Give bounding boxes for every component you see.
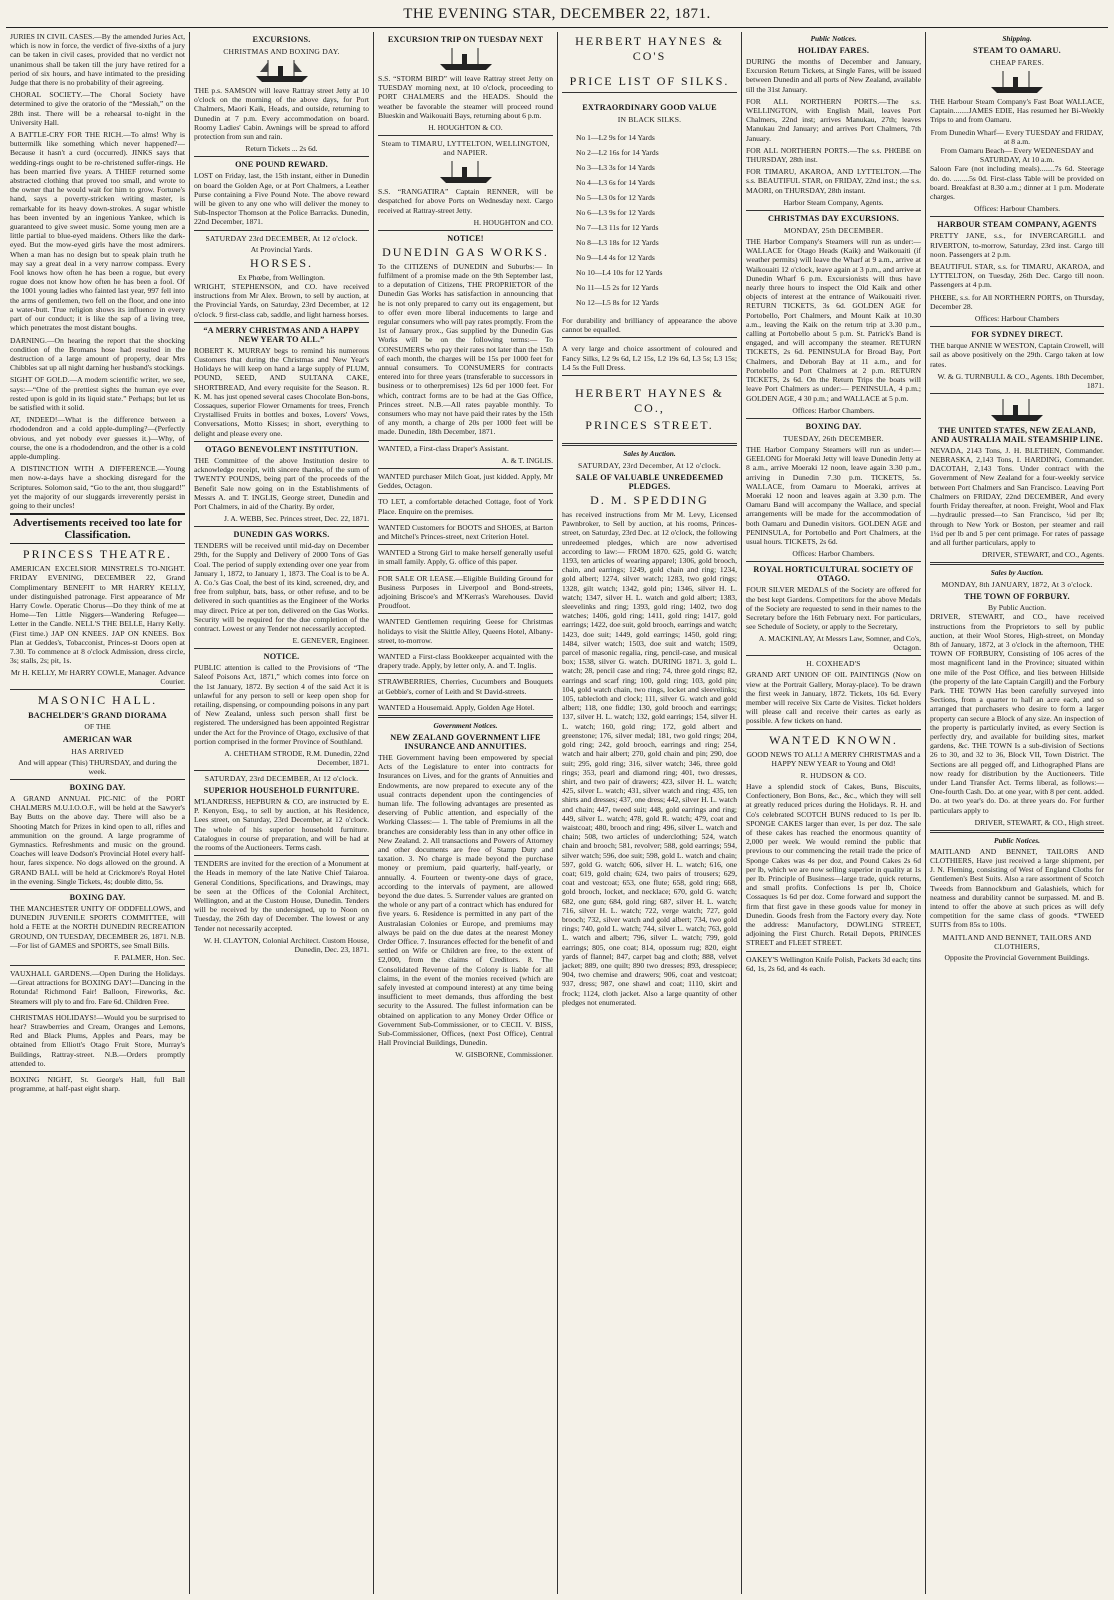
divider (10, 689, 185, 690)
column-2 (189, 32, 373, 1594)
storm-bird-notice: S.S. “STORM BIRD” will leave Rattray street Jetty on TUESDAY morning next, at 10 o'clock, proceeding to PORT CHALMERS and the HEADS. Should the weather be favorable the steamer will proceed round Blueskin and Waikouaiti Bays, returning about 6 p.m. (378, 74, 553, 120)
divider (194, 322, 369, 323)
divider (746, 561, 921, 562)
strawberries-notice: STRAWBERRIES, Cherries, Cucumbers and Bouquets at Gebbie's, corner of Leith and St David-streets. (378, 677, 553, 696)
sale-place: At Provincial Yards. (250, 244, 313, 254)
wanted-boots: WANTED Customers for BOOTS and SHOES, at Barton and Mitchel's Princes-street, next Criterion Hotel. (378, 522, 553, 541)
diorama-line-4: HAS ARRIVED (71, 746, 124, 756)
paragraph-gold: SIGHT OF GOLD.—A modern scientific writer, we see, says:—“One of the prettiest sights the human eye ever rested upon is gold in its liquid state.” Perhaps; but let us be satisfied with it solid. (10, 375, 185, 412)
divider (930, 326, 1104, 327)
page-columns (6, 32, 1108, 1594)
wanted-skittle: WANTED Gentlemen requiring Geese for Christmas holidays to visit the Skittle Alley, Queens Hotel, Albany-street, to-morrow. (378, 617, 553, 645)
divider (562, 375, 737, 376)
theatre-body: AMERICAN EXCELSIOR MINSTRELS TO-NIGHT. FRIDAY EVENING, DECEMBER 22, Grand Complimentary BENEFIT to MR HARRY KELLY, under distinguished patronage. First appearance of Mr Harry Cowle. Operatic Chorus—Do they think of me at Home—Ten Little Niggers—Wandering Refugee—Letter in the Candle. NELL'S THE BELLE, Harry Kelly. (First time.) JAP ON KNEES. JAP ON KNEES. Box Plan at Geddes's, Tobacconist, Princes-st Doors open at 7.30. To commence at 8 o'clock Admission, dress circle, 3s; stalls, 2s; pit, 1s. (10, 564, 185, 666)
diorama-line-1: BACHELDER'S GRAND DIORAMA (28, 711, 167, 721)
merry-christmas-title: “A MERRY CHRISTMAS AND A HAPPY NEW YEAR TO ALL.” (203, 325, 360, 344)
wanted-draper-signature: A. & T. INGLIS. (501, 455, 553, 465)
divider (194, 156, 369, 157)
double-divider (378, 715, 553, 718)
christmas-excursions-offices: Offices: Harbor Chambers. (792, 405, 875, 415)
column-3 (373, 32, 557, 1594)
boxing-night-ball: BOXING NIGHT, St. George's Hall, full Ball programme, at half-past eight sharp. (10, 1075, 185, 1094)
beautiful-star-notice: BEAUTIFUL STAR, s.s. for TIMARU, AKAROA, and LYTTELTON, on Tuesday, 26th Dec. Cargo till noon. Passengers at 4 p.m. (930, 262, 1104, 290)
annie-weston-signature: W. & G. TURNBULL & CO., Agents. 18th December, 1871. (937, 371, 1104, 390)
silk-price-row: No 8—L3 18s for 12 Yards (576, 238, 659, 247)
cheap-fares-title: CHEAP FARES. (990, 58, 1044, 67)
divider (746, 418, 921, 419)
divider (378, 468, 553, 469)
monument-tenders: TENDERS are invited for the erection of a Monument at the Heads in memory of the late Native Chief Taiaroa. General Conditions, Specifications, and Drawings, may be seen at the Offices of the Colonial Architect, Wellington, and at the Custom House, Dunedin. Tenders will be received by the undersigned, up to Noon on Tuesday, the 26th day of December. The lowest or any Tender not necessarily accepted. (194, 859, 369, 933)
boxing-day-date: TUESDAY, 26th DECEMBER. (783, 433, 884, 443)
samson-tickets: Return Tickets ... 2s 6d. (245, 144, 318, 154)
divider (10, 889, 185, 890)
boxing-day-title-1: BOXING DAY. (69, 783, 126, 792)
divider (378, 613, 553, 614)
forbury-sale-date: MONDAY, 8th JANUARY, 1872, At 3 o'clock. (941, 580, 1093, 590)
harbour-agents-title: HARBOUR STEAM COMPANY, AGENTS (937, 220, 1097, 230)
holiday-fares-title: HOLIDAY FARES. (797, 46, 870, 55)
northern-ports-2: FOR ALL NORTHERN PORTS.—The s.s. PHŒBE on THURSDAY, 28th inst. (746, 145, 921, 165)
excursions-title: EXCURSIONS. (252, 35, 311, 44)
horticultural-notice: FOUR SILVER MEDALS of the Society are offered for the best kept Gardens. Competitors for the above Medals of the Society are requested to send in their names to the Secretary before the 16th February next. For particulars, see Schedule of Society, or apply to the Secretary, (746, 585, 921, 632)
sale-date-2: SATURDAY, 23rd DECEMBER, At 12 o'clock. (204, 773, 359, 783)
divider (746, 655, 921, 656)
divider (378, 673, 553, 674)
diorama-line-2: OF THE (84, 722, 111, 732)
silk-price-row: No 3—L3 3s for 14 Yards (576, 163, 655, 172)
mail-line-signature: DRIVER, STEWART, and CO., Agents. (982, 550, 1104, 560)
forbury-subtitle: By Public Auction. (987, 603, 1046, 613)
divider (378, 135, 553, 136)
steamship-icon (987, 69, 1047, 95)
forbury-notice: DRIVER, STEWART, and CO., have received instructions from the Proprietors to sell by public auction, at their Wool Stores, High-street, on Monday 8th of January, 1872, at 3 o'clock in the afternoon, THE TOWN OF FORBURY, Consisting of 106 acres of the most magnificent land in the Province; situated within one mile of the Post Office, and lies between Hillside (the property of the late Captain Cargill) and the Forbury Park. THE TOWN Has been carefully surveyed into Sections, from a quarter to half an acre each, and so arranged that purchasers who desire to form a larger property can secure a Block of any size. An inspection of the property is particularly invited, as every Section is perfectly dry, and available for building sites, market gardens, &c. THE TOWN Is a sub-division of Sections 26 to 30, and 32 to 36, Block VII, Town District. The Sections are all pegged off, and Lithographed Plans are now ready for distribution by the Auctioneers. Title under Land Transfer Act. Terms liberal, as follows:— One-fourth Cash. Do. at one year, with 8 per cent. added. Do. at two year's do. Do. at three years do. For further particulars apply to (930, 612, 1104, 815)
excursions-subtitle: CHRISTMAS AND BOXING DAY. (223, 47, 340, 56)
divider (378, 440, 553, 441)
oakey-notice: OAKEY'S Wellington Knife Polish, Packets 3d each; tins 6d, 1s, 2s 6d, and 4s each. (746, 954, 921, 973)
silks-title: PRICE LIST OF SILKS. (569, 74, 730, 88)
timaru-akaroa-notice: FOR TIMARU, AKAROA, AND LYTTELTON.—The s.s. BEAUTIFUL STAR, on FRIDAY, 22nd inst.; the s.s. MAORI, on THURSDAY, 28th instant. (746, 167, 921, 195)
sales-by-auction-label: Sales by Auction. (990, 568, 1044, 578)
rangatira-notice: S.S. “RANGATIRA” Captain RENNER, will be despatched for above Ports on Wednesday next. Cargo received at Rattray-street Jetty. (378, 187, 553, 215)
silk-price-row: No 10—L4 10s for 12 Yards (576, 268, 663, 277)
benevolent-title: OTAGO BENEVOLENT INSTITUTION. (205, 444, 358, 454)
oamaru-title: STEAM TO OAMARU. (973, 46, 1061, 55)
northern-ports-1: FOR ALL NORTHERN PORTS.—The s.s. WELLINGTON, with English Mail, leaves Port Chalmers, 22nd inst; arrives Manukau, 27th; leaves Manukau 2nd January; and arrives Port Chalmers, 7th January. (746, 96, 921, 143)
christmas-excursions-date: MONDAY, 25th DECEMBER. (783, 226, 884, 236)
boxing-day-offices: Offices: Harbor Chambers. (792, 549, 875, 559)
christmas-excursions-notice: THE Harbor Company's Steamers will run as under:— WALLACE for Otago Heads (Kaik) and Waikouaiti (if weather permits) will leave the Wharf at 9 a.m., arrive at Waikouaiti 12 o'clock, leave again at 3 p.m., and arrive at Dunedin Wharf 6 p.m. Excursionists will thus have nearly three hours to inspect the Old Kaik and other objects of interest at the entrance of Waikouaiti river. RETURN TICKETS, 3s 6d. GOLDEN AGE for Portobello, Port Chalmers, and Mount Kaik at 10.30 a.m., leaving the Kaik on the return trip at 3.30 p.m., calling at Portobello about 5 p.m. St. Patrick's Band is engaged, and will accompany the steamer. RETURN TICKETS, 2s 6d. PENINSULA for Broad Bay, Port Chalmers, and Deborah Bay at 11 a.m., and for Portobello and Port Chalmers at 2 p.m. RETURN TICKETS, 2s 6d. On the Return Trips the boats will leave Port Chalmers as under:— PENINSULA, 4 p.m.; GOLDEN AGE, 4 30 p.m.; and WALLACE at 5 p.m. (746, 237, 921, 403)
christmas-excursions-title: CHRISTMAS DAY EXCURSIONS. (767, 214, 900, 224)
maitland-title: MAITLAND AND BENNET, TAILORS AND CLOTHIERS, (942, 932, 1092, 951)
wanted-draper: WANTED, a First-class Draper's Assistant. (378, 443, 509, 453)
samson-notice: THE p.s. SAMSON will leave Rattray street Jetty at 10 o'clock on the morning of the above days, for Port Chalmers, Maori Kaik, Heads, and outside, returning to Dunedin at 7 p.m. Every accommodation on board. Roomy Ladies' Cabin. Awnings will be spread to afford protection from sun and rain. (194, 86, 369, 142)
masthead-title: THE EVENING STAR, DECEMBER 22, 1871. (403, 6, 711, 22)
steamship-icon (252, 58, 312, 84)
forbury-signature: DRIVER, STEWART, & CO., High street. (974, 817, 1104, 827)
hudson-notice: Have a splendid stock of Cakes, Buns, Biscuits, Confectionery, Bon Bons, &c., &c., which they will sell at greatly reduced prices during the Holidays. R. H. and Co's celebrated SCOTCH BUNS reduced to 1s per lb. SPONGE CAKES larger than ever, 1s per doz. The sale of these cakes has reached the enormous quantity of 2,000 per week. We would remind the public that previous to our commencing the retail trade the price of Sponge Cakes was 4s per doz, and Pound Cakes 2s 6d per lb, which we are now selling superior in quality at 1s per lb. Principle of Business—large trade, quick returns, and small profits. Confections 1s per lb, Choice Cossaques 1s 6d per doz. Come forward and support the firm that first gave in these goods value for money in Dunedin. Goods fresh from the Factory every day. Note the address: Manufactory, DOWLING STREET, adjoining the First Church. Retail Depots, PRINCES STREET and FLEET STREET. (746, 781, 921, 948)
trip-title: EXCURSION TRIP ON TUESDAY NEXT (387, 35, 544, 44)
divider (378, 544, 553, 545)
offices-2: Offices: Harbour Chambers (974, 314, 1060, 324)
reward-notice: LOST on Friday, last, the 15th instant, either in Dunedin on board the Golden Age, or at Port Chalmers, a Leather Purse containing a Five Pound Note. The above reward will be given to any one who will deliver the money to Sub-Inspector Thomson at the Police Barracks. Dunedin, 22nd December, 1871. (194, 171, 369, 227)
divider (746, 951, 921, 952)
column-1 (6, 32, 189, 1594)
divider (378, 648, 553, 649)
mail-line-title: THE UNITED STATES, NEW ZEALAND, AND AUSTRALIA MAIL STEAMSHIP LINE. (931, 425, 1103, 444)
divider (378, 570, 553, 571)
from-oamaru: From Oamaru Beach— Every WEDNESDAY and SATURDAY, At 10 a.m. (940, 146, 1094, 165)
poisons-notice: PUBLIC attention is called to the Provisions of “The Saleof Poisons Act, 1871,” which comes into force on the 1st January, 1872. By section 4 of the said Act it is unlawful for any person to sell or keep open shop for retailing, dispensing, or compounding poisons in any part of New Zealand, unless such person shall first be registered. The undersigned has been appointed Registrar under the Act for the Province of Otago, exclusive of that portion comprised in the former Province of Southland. (194, 663, 369, 746)
paragraph-juries: JURIES IN CIVIL CASES.—By the amended Juries Act, which is now in force, the verdict of five-sixths of a jury can be taken in civil cases, provided that no verdict not unanimous shall be taken till the jury have retired for a period of six hours, and have intimated to the presiding Judge that there is no probability of their agreeing. (10, 32, 185, 88)
art-union-notice: GRAND ART UNION OF OIL PAINTINGS (Now on view at the Portrait Gallery, Moray-place). To be drawn the first week in January, 1872. Tickets, 10s 6d. Every member will receive Six Carte de Visites. Ticket holders will please call and receive their cartes as early as possible. A few tickets on hand. (746, 670, 921, 726)
poisons-signature: A. CHETHAM STRODE, R.M. Dunedin, 22nd December, 1871. (224, 748, 369, 767)
masthead-rule (6, 27, 1108, 28)
maitland-address: Opposite the Provincial Government Buildings. (944, 952, 1090, 962)
christmas-holidays: CHRISTMAS HOLIDAYS!—Would you be surprised to hear? Strawberries and Cream, Oranges and Lemons, Red and Black Plums, Apples and Pears, may be obtained from Elliott's Otago Fruit Store, Murray's Buildings, Rattray-street. N.B.—Orders promptly attended to. (10, 1012, 185, 1068)
steamship-icon (436, 159, 496, 185)
haynes-title: HERBERT HAYNES & CO'S (575, 34, 724, 63)
silk-price-row: No 4—L3 6s for 14 Yards (576, 178, 655, 187)
divider (10, 1009, 185, 1010)
column-5 (741, 32, 925, 1594)
black-silks-title: IN BLACK SILKS. (617, 115, 682, 124)
to-let-cottage: TO LET, a comfortable detached Cottage, foot of York Place. Enquire on the premises. (378, 497, 553, 516)
gasworks-signature: E. GENEVER, Engineer. (292, 636, 369, 646)
boxing-day-signature: F. PALMER, Hon. Sec. (113, 953, 185, 963)
shipping-label: Shipping. (1002, 34, 1032, 43)
divider (562, 92, 737, 93)
column-6 (925, 32, 1108, 1594)
reward-title: ONE POUND REWARD. (235, 160, 328, 170)
paragraph-distinction: A DISTINCTION WITH A DIFFERENCE.—Young men now-a-days have a shocking disregard for the Scriptures. Solomon said, “Go to the ant, thou sluggard!” yet the majority of our sluggards irreverently persist in going to their uncles! (10, 464, 185, 510)
divider (10, 965, 185, 966)
sydney-title: FOR SYDNEY DIRECT. (971, 330, 1063, 340)
diorama-line-5: And will appear (This) THURSDAY, and during the week. (18, 757, 177, 776)
sale-date-1: SATURDAY 23rd DECEMBER, At 12 o'clock. (205, 233, 358, 243)
public-notices-label: Public Notices. (810, 34, 857, 43)
divider (930, 393, 1104, 394)
wanted-housemaid: WANTED a Housemaid. Apply, Golden Age Hotel. (378, 702, 535, 712)
horses-title: HORSES. (249, 255, 313, 270)
silk-price-row: No 5—L3 0s for 12 Yards (576, 193, 655, 202)
paragraph-choral: CHORAL SOCIETY.—The Choral Society have determined to give the oratorio of the “Messiah,” on the 28th inst. There will be a rehearsal to-night in the University Hall. (10, 90, 185, 127)
column-4 (557, 32, 741, 1594)
furniture-title: SUPERIOR HOUSEHOLD FURNITURE. (203, 785, 360, 795)
divider (378, 519, 553, 520)
wallace-notice: THE Harbour Steam Company's Fast Boat WALLACE, Captain........JAMES EDIE, Has resumed her Bi-Weekly Trips to and from Oamaru. (930, 97, 1104, 125)
double-divider (930, 830, 1104, 833)
divider (194, 770, 369, 771)
mail-line-notice: NEVADA, 2143 Tons, J. H. BLETHEN, Commander. NEBRASKA, 2,143 Tons, I. HARDING, Commander. DACOTAH, 2,143 Tons. Under contract with the Government of New Zealand for a four-weekly service between Port Chalmers and San Francisco. Leaving Port Chalmers on FRIDAY, 22nd DECEMBER, And every fourth Friday thereafter, at noon. Freight, Wool and Flax—hydraulic pressed—to San Francisco, ¼d per lb; through to New York or Boston, per steamer and rail 1¼d per lb and 5 per cent primage. For rates of passage and all further particulars, apply to (930, 445, 1104, 547)
divider (194, 648, 369, 649)
double-divider (930, 562, 1104, 565)
silk-price-row: No 6—L3 9s for 12 Yards (576, 208, 655, 217)
boxing-day-body-2: THE MANCHESTER UNITY OF ODDFELLOWS, and DUNEDIN JUVENILE SPORTS COMMITTEE, will hold a FETE at the NORTH DUNEDIN RECREATION GROUND, ON TUESDAY, DECEMBER 26, 1871. N.B.—For list of GAMES and SPORTS, see Small Bills. (10, 904, 185, 950)
life-insurance-notice: THE Government having been empowered by special Acts of the Legislature to enter into contracts for Insurances on Lives, and for the grants of Annuities and Endowments, are now prepared to execute any of the usual contracts dependent upon the contingencies of human life. The following advantages are presented as deserving of Public attention, and especially of the Working Classes:— 1. The table of Premiums in all the branches are considerably less than in any other office in New Zealand. 2. All transactions and Powers of Attorney and other documents are free of Stamp Duty and taxation. 3. No charge is made beyond the purchase money or premium, paid quarterly, half-yearly, or annually. 4. Fourteen or twenty-one days of grace, according to the intervals of payment, are allowed beyond the due dates. 5. Surrender values are granted on the whole or any part of a contract which has endured for five years. 6. Residence is permitted in any part of the Australasian Colonies or Europe, and premiums may always be paid on the due dates at the nearest Money Order Office. 7. Insurances effected for the benefit of and settled on Wife or Children are free, to the extent of £2,000, from the claims of Creditors. 8. The Consolidated Revenue of the Colony is liable for all claims, in the event of the monies received (which are safely invested at compound interest) at any time being insufficient to meet demands, thus affording the best security to the Assured. The fullest information can be obtained on application to any Money Order Office or Government Sub-Commissioner, or to CECIL V. BISS, Sub-Commissioner, Offices, (next Post Office), Central Hall Provincial Buildings, Dunedin. (378, 752, 553, 1048)
gas-works-title: DUNEDIN GAS WORKS. (382, 244, 549, 259)
divider (930, 216, 1104, 217)
section-heading-late: Advertisements received too late for Classification. (10, 513, 185, 544)
gasworks-title: DUNEDIN GAS WORKS. (233, 530, 330, 540)
divider (194, 441, 369, 442)
divider (378, 699, 553, 700)
princes-street: PRINCES STREET. (585, 418, 714, 433)
divider (194, 855, 369, 856)
government-notices-label: Government Notices. (433, 720, 498, 730)
fares-notice: Saloon Fare (not including meals)........7s 6d. Steerage do. do. ........5s 0d. First-class Table will be provided on board. Breakfast at 8.30 a.m.; dinner at 1 p.m. Moderate charges. (930, 164, 1104, 202)
silk-price-row: No 12—L5 8s for 12 Yards (576, 298, 659, 307)
double-divider (562, 443, 737, 446)
for-sale-lease: FOR SALE OR LEASE.—Eligible Building Ground for Business Purposes in Liverpool and Bond-streets, adjoining Briscoe's and M'Kerras's Warehouses. David Proudfoot. (378, 573, 553, 611)
monument-signature: W. H. CLAYTON, Colonial Architect. Custom House, Dunedin, Dec. 23, 1871. (203, 935, 369, 954)
annie-weston-notice: THE barque ANNIE W WESTON, Captain Crowell, will sail as above positively on the 29th. Cargo taken at low rates. (930, 341, 1104, 369)
extraordinary-title: EXTRAORDINARY GOOD VALUE (582, 103, 717, 112)
benevolent-notice: THE Committee of the above Institution desire to acknowledge receipt, with sincere thanks, of the sum of TWENTY POUNDS, being part of the proceeds of the Benefit Sale now going on in the Establishments of Messrs A. and T. INGLIS, George street, Dunedin and Port Chalmers, in aid of the Charity. By order, (194, 455, 369, 511)
maitland-notice: MAITLAND AND BENNET, TAILORS AND CLOTHIERS, Have just received a large shipment, per J. N. Fleming, consisting of West of England Cloths for Gentlemen's Best Suits. Also a rare assortment of Scotch Tweeds from Bannockburn and Galashiels, which for neatness and durability cannot be surpassed. M. and B. intend to offer the above at such prices as will defy competition for the same class of goods. *TWEED SUITS from 85s to 100s. (930, 846, 1104, 930)
silk-price-row: No 9—L4 4s for 12 Yards (576, 253, 655, 262)
gas-works-notice: To the CITIZENS of DUNEDIN and Suburbs:— In fulfilment of a promise made on the 9th September last, to a deputation of Citizens, THE PROPRIETOR of the Dunedin Gas Works has satisfaction in announcing that he is not only prepared to carry out its engagement, but to offer even more liberal inducements to large and regular consumers who will pay rates promptly. From the 1st of January prox., Gas supplied by the Dunedin Gas Works will be on the following terms:— To CONSUMERS who pay their rates not later than the 15th of each month, the charges will be 15s per 1000 feet for annual consumers. To CONSUMERS for contracts entered into for three years (transferable to successors in business or to otherpremises) 12s 6d per 1000 feet. For which, contract forms are to be had at the Gas Office, Princes street. N.B.—All rates payable monthly. To consumers who may not have paid their rates by the 15th of any month, a charge of 20s per 1000 feet will be made. Dunedin, 18th December, 1871. (378, 261, 553, 437)
boxing-day-title: BOXING DAY. (805, 421, 862, 431)
theatre-title: PRINCESS THEATRE. (22, 547, 173, 562)
gasworks-tender: TENDERS will be received until mid-day on December 29th, for the Supply and Delivery of 2000 Tons of Gas Coal. The period of supply extending over one year from January 1, 1872, to January 1, 1873. The Coal is to be A. A. Co.'s Gas Coal, the best of its kind, screened, dry, and free from sulphur, bats, bass, or other refuse, and to be delivered in such quantities as the Engineer of the Works may direct. Price at per ton, delivered on the Gas Works. Security will be required for the due completion of the contract. Lowest or any Tender not necessarily accepted. (194, 541, 369, 633)
hudson-name: R. HUDSON & CO. (800, 770, 867, 780)
divider (10, 1071, 185, 1072)
durability-note: For durability and brilliancy of appearance the above cannot be equalled. (562, 316, 737, 335)
coxhead-name: H. COXHEAD'S (806, 659, 861, 669)
wanted-goat: WANTED purchaser Milch Goat, just kidded. Apply, Mr Geddes, Octagon. (378, 471, 553, 491)
silk-price-row: No 11—L5 2s for 12 Yards (576, 283, 659, 292)
pledges-sale-date: SATURDAY, 23rd December, At 12 o'clock. (577, 461, 721, 471)
diorama-line-3: AMERICAN WAR (62, 734, 133, 744)
theatre-signature: Mr H. KELLY, Mr HARRY COWLE, Manager. Advance Courier. (10, 668, 185, 687)
murray-notice: ROBERT K. MURRAY begs to remind his numerous Customers that during the Christmas and New Year's Holidays he will keep on hand a large supply of PLUM, POUND, SEED, AND SULTANA CAKE, SHORTBREAD, And every requisite for the Season. R. K. M. has just opened several cases Chocolate Bon-bons, Cossaques, superior Flower Ornaments for trees, French Crystallised Fruits in bottles and boxes, Lovers' Vows, Conversations, Motto Kisses; in short, everything to delight and please every one. (194, 345, 369, 438)
fancy-silks-note: A very large and choice assortment of coloured and Fancy Silks, L2 9s 6d, L2 15s, L2 19s 6d, L3 5s; L3 15s; L4 5s the Full Dress. (562, 344, 737, 372)
steamship-icon (436, 46, 496, 72)
divider (378, 493, 553, 494)
divider (194, 526, 369, 527)
notice-title: NOTICE! (447, 233, 484, 243)
wanted-known-title: WANTED KNOWN. (769, 732, 898, 747)
storm-bird-signature: H. HOUGHTON & CO. (428, 123, 503, 133)
public-notices-label: Public Notices. (994, 835, 1040, 845)
life-insurance-title: NEW ZEALAND GOVERNMENT LIFE INSURANCE AND ANNUITIES. (390, 732, 541, 751)
silks-price-list (562, 130, 737, 310)
divider (562, 337, 737, 338)
wanted-bookkeeper: WANTED a First-class Bookkeeper acquainted with the drapery trade. Apply, by letter only, A. and T. Inglis. (378, 651, 553, 671)
furniture-notice: M'LANDRESS, HEPBURN & CO, are instructed by E. P. Kenyon, Esq., to sell by auction, at his Residence, Lees street, on Saturday, 23rd December, at 12 o'clock. The whole of his superior household furniture. Catalogues in course of preparation, and will be had at the rooms of the Auctioneers. Terms cash. (194, 796, 369, 852)
boxing-day-body-1: A GRAND ANNUAL PIC-NIC of the PORT CHALMERS M.U.I.O.O.F., will be held at the Sawyer's Bay Butts on the above day. There will also be a Shooting Match for Prizes in kind open to all, rifles and ammunition on the ground. A large programme of Gymnastics. Refreshments and music on the ground. Coaches will leave Dodson's Provincial Hotel every half-hour, fares sixpence. No dogs allowed on the ground. A GRAND BALL will be held at Crickmore's Royal Hotel in the evening. Single Tickets, 4s; double ditto, 5s. (10, 794, 185, 886)
divider (746, 729, 921, 730)
pretty-jane-notice: PRETTY JANE, s.s., for INVERCARGILL and RIVERTON, to-morrow, Saturday, 23rd inst. Cargo till noon. Passengers at 2 p.m. (930, 231, 1104, 259)
benevolent-signature: J. A. WEBB, Sec. Princes street, Dec. 22, 1871. (224, 514, 369, 524)
steamship-icon (987, 397, 1047, 423)
hall-title: MASONIC HALL. (37, 693, 158, 708)
spedding-name: D. M. SPEDDING (590, 493, 709, 508)
notice-title: NOTICE. (263, 652, 300, 662)
paragraph-quips: A BATTLE-CRY FOR THE RICH.—To alms! Why is buttermilk like something which never happened?—Because it hasn't a curd (occurred). JINKS says that wedding-rings ought to be re-christened suffer-rings. He has been married five years. A THIEF returned some abstracted clothing that proved too small, and wrote to the owner that he would wait for him to grow. Fortune's hand, says a poverty-stricken writing master, is remarkable for its heavy down-strokes. A sugar whistle has been invented by an ingenious Yankee, which is guaranteed to give sweet music. Some young men are a little partial to blue-eyed maidens. Others like the dark-eyed. But the mow-eyed girls have the most admirers. When a man has no design but to speak plain truth he may say a great deal in a very narrow compass. Every Fool knows how often he has been a rogue, but every rogue does not know how often he has been a fool. Of the 1001 young ladies who fainted last year, 997 fell into the arms of gentlemen, two fell on the floor, and one into a water-butt. True religion shows its influence in every part of our conduct; it is like the sap of a living tree, which penetrates the most distant boughs. (10, 130, 185, 333)
horticultural-title: ROYAL HORTICULTURAL SOCIETY OF OTAGO. (753, 565, 914, 584)
from-dunedin: From Dunedin Wharf— Every TUESDAY and FRIDAY, at 8 a.m. (930, 127, 1104, 146)
silk-price-row: No 2—L2 16s for 14 Yards (576, 148, 659, 157)
divider (378, 230, 553, 231)
rangatira-signature: H. HOUGHTON and CO. (473, 217, 553, 227)
pledges-list: has received instructions from Mr M. Levy, Licensed Pawnbroker, to Sell by auction, at his rooms, Princes-street, on Saturday, 23rd Dec. at 12 o'clock, the following unredeemed pledges, which are now advertised according to law:— FROM 1870. 625, gold G. watch; 1193, ten articles of wearing apparel; 1306, gold brooch, chain, and earrings; 1249, gold chain and ring; 1234, gold albert; 1274, silver watch; 1283, two gold rings; 1328, gilt watch; 1342, gold pin; 1346, silver H. L. watch; 1347, silver H. L. watch and gold albert; 1383, sleevelinks and ring; 1393, gold ring; 1402, two dog watches; 1406, gold ring; 1411, gold ring; 1417, gold earrings; 1422, doe suit, gold brooch, earrings and watch; 1423, doe suit; 1449, gold earrings; 1450, gold ring; 1484, silver watch; 1503, doe suit and watch; 1509, parcel of masonic regalia, ring, pencil-case, and musical box; 1538, silver G. watch. DURING 1871. 3, gold L. watch; 28, pencil case and ring; 74, three gold rings; 82, earrings and scarf ring; 100, gold ring; 103, gold pin; 104, gold watch chain, two rings, locket and sleevelinks; 105, tablecloth and clock; 111, silver G. watch and gold albert; 118, one fiddle; 130, gold brooch and earrings; 137, silver H. L. watch; 132, gold earrings; 154, silver H. L. watch; 160, gold ring; 172, gold albert and greenstone; 176, silver medal; 181, two gold rings; 204, gold ring; 242, gold brooch, earrings and ring; 254, watch and hair albert; 270, gold chain and pin; 290, doe suit; 295, gold ring; 316, silver watch; 346, three gold rings; 353, pearl and diamond ring; 401, two dresses, shirt, and two pair of drawers; 423, silver H. L. watch; 425, silver L. watch; 431, silver watch and ring; 435, ten shirts and dresses; 437, one dress; 442, silver H. L. watch and chain; 447, tweed suit; 448, gold earrings and ring; 449, silver L. watch; 478, gold R. watch; 479, coat and waistcoat; 480, brooch and ring; 496, silver L. watch and chain; 508, two articles of underclothing; 524, watch chain and brooch; 581, revolver; 588, gold earrings; 594, silver watch; 596, doe suit; 598, gold L. watch and chain; 597, gold G. watch; 606, silver H. L. watch; 616, one coat; 619, gold chain; 624, two pairs of trousers; 629, coat and vestcoat; 653, one flute; 658, gold ring; 668, gold brooch, locket, and necklace; 670, gold G. watch; 682, one gun; 684, gold ring; 687, silver H. L. watch; 716, silver H. L. watch; 722, verge watch; 727, gold brooch; 732, silver watch and gold albert; 734, two gold rings; 740, gold L. watch; 744, silver L. watch; 763, gold L. watch and albert; 796, silver L. watch; 799, gold earrings; 805, one coat; 814, opossum rug; 820, eight yards of flannel; 847, carpet bag and cloth; 888, velvet jacket; 889, one quilt; 890 two dresses; 893, dresspiece; 904, two chemise and drawers; 906, coat and vestcoat; 937, dress; 987, one shawl and coat; 1110, skirt and frock; 1124, cloth jacket. Also a large quantity of other pledges not enumerated. (562, 510, 737, 1007)
good-news: GOOD NEWS TO ALL! A MERRY CHRISTMAS and a HAPPY NEW YEAR to Young and Old! (746, 749, 921, 768)
silk-price-row: No 1—L2 9s for 14 Yards (576, 133, 655, 142)
life-insurance-signature: W. GISBORNE, Commissioner. (455, 1050, 553, 1060)
timaru-title: Steam to TIMARU, LYTTELTON, WELLINGTON, and NAPIER. (381, 139, 550, 158)
divider (194, 230, 369, 231)
harbour-company-signature: Harbor Steam Company, Agents. (783, 197, 884, 207)
paragraph-indeed: AT, INDEED!—What is the difference between a rhododendron and a cold apple-dumpling?—(Perfectly obvious, and yet nobody ever guesses it.)—Why, of course, the one is a rhododendron, and the other is a cold apple-dumpling. (10, 415, 185, 461)
phoebe-notice: PHŒBE, s.s. for All NORTHERN PORTS, on Thursday, December 28. (930, 292, 1104, 311)
divider (10, 779, 185, 780)
offices-1: Offices: Harbour Chambers. (973, 204, 1061, 214)
wanted-girl: WANTED a Strong Girl to make herself generally useful in small family. Apply, G. office of this paper. (378, 548, 553, 567)
holiday-fares-notice: DURING the months of December and January, Excursion Return Tickets, at Single Fares, will be issued between Dunedin and all ports of New Zealand, available till the 31st January. (746, 57, 921, 94)
pledges-title: SALE OF VALUABLE UNREDEEMED PLEDGES. (575, 473, 724, 492)
divider (746, 210, 921, 211)
haynes-title-2: HERBERT HAYNES & CO., (575, 386, 724, 416)
forbury-title: THE TOWN OF FORBURY. (964, 592, 1070, 602)
boxing-day-notice: THE Harbor Company Steamers will run as under:— GEELONG for Moeraki Jetty will leave Dunedin Jetty at 8 a.m., arrive Moeraki 12 noon, leave again 3.30 p.m., arriving in Dunedin 7.30 p.m. TICKETS, 5s. WALLACE, from Oamaru to Moeraki, arrives at Moeraki 12 noon and leaves again at 3.30 p.m. The Oamaru Band will accompany the Wallace, and special arrangements will be made for the accommodation of both Oamaru and Dunedin visitors. GOLDEN AGE and PENINSULA, for Portobello and Port Chalmers, at the usual hours. TICKETS, 2s 6d. (746, 444, 921, 546)
horticultural-signature: A. MACKINLAY, At Messrs Law, Somner, and Co's, Octagon. (758, 634, 921, 653)
silk-price-row: No 7—L3 11s for 12 Yards (576, 223, 659, 232)
boxing-day-title-2: BOXING DAY. (69, 893, 126, 903)
sales-by-auction-label: Sales by Auction. (623, 449, 676, 459)
vauxhall-gardens: VAUXHALL GARDENS.—Open During the Holidays.—Great attractions for BOXING DAY!—Dancing in the Rotunda! Richmond Fair! Balloon, Fireworks, &c. Steamers will ply to and fro. Fare 6d. Children Free. (10, 969, 185, 1006)
wright-stephenson-notice: WRIGHT, STEPHENSON, and CO. have received instructions from Mr Alex. Brown, to sell by auction, at the Provincial Yards, on Saturday, 23rd December, at 12 o'clock. 9 first-class cab, saddle, and light harness horses. (194, 282, 369, 319)
horses-subtitle: Ex Phœbe, from Wellington. (238, 272, 325, 282)
paragraph-darning: DARNING.—On hearing the report that the shocking condition of the Bromans hose had resulted in the destruction of a large amount of property, dear Mrs Chibbles sat up all night darning her husband's stockings. (10, 335, 185, 373)
